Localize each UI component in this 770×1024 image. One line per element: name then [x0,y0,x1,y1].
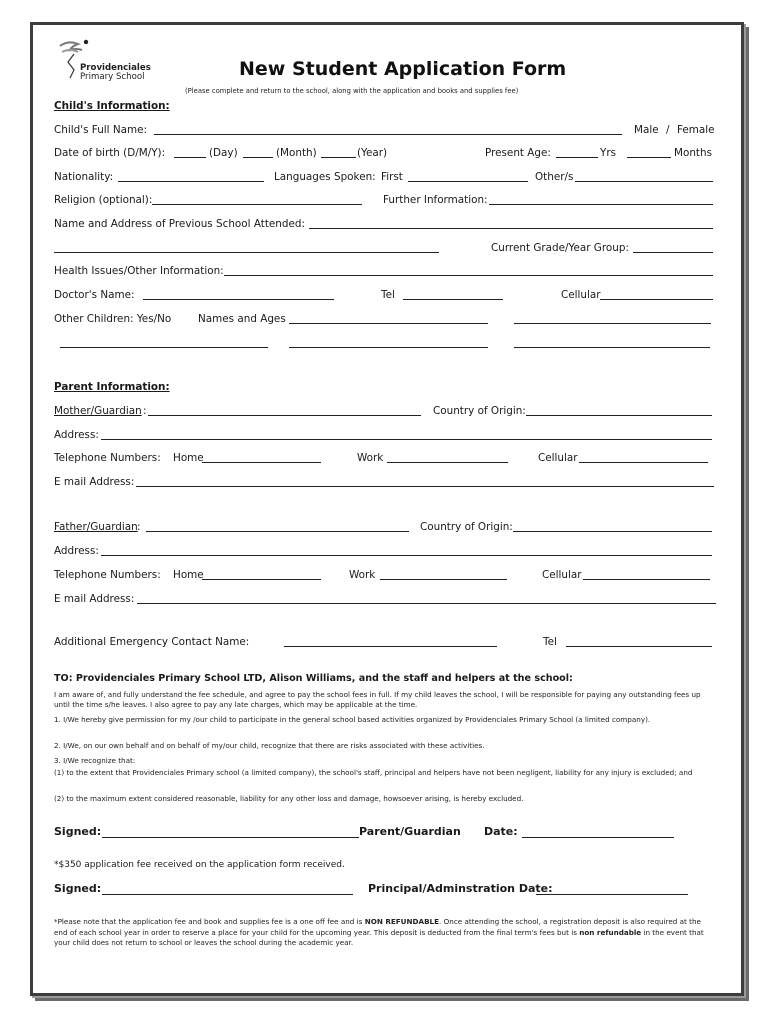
dob-month-label: (Month) [276,147,317,159]
dob-year-field[interactable] [321,157,356,158]
names-ages-field-4[interactable] [289,347,488,348]
female-option[interactable]: Female [677,124,715,136]
mother-address-field[interactable] [101,439,712,440]
parent-guardian-label: Parent/Guardian [359,825,461,838]
father-work-field[interactable] [380,579,507,580]
mother-address-label: Address: [54,429,99,441]
religion-label: Religion (optional): [54,194,153,206]
logo-line1: Providenciales [80,63,151,73]
father-home-field[interactable] [202,579,321,580]
legal-item-3: 3. I/We recognize that: [54,756,136,765]
principal-signature-field[interactable] [102,894,353,895]
first-language-field[interactable] [408,181,528,182]
mother-email-field[interactable] [136,486,714,487]
names-ages-label: Names and Ages [198,313,286,325]
emergency-contact-field[interactable] [284,646,497,647]
emergency-contact-label: Additional Emergency Contact Name: [54,636,250,648]
further-info-field[interactable] [489,204,713,205]
father-email-label: E mail Address: [54,593,135,605]
names-ages-field-3[interactable] [60,347,268,348]
legal-fee-paragraph: I am aware of, and fully understand the fee schedule, and agree to pay the school fees in full. If my child leaves the school, I will be responsible for paying any outstanding fees up until the time s/he leaves. I also agree to pay any late charges, which may be applicable at the time. [54,690,701,710]
doctor-tel-label: Tel [381,289,395,301]
previous-school-field[interactable] [309,228,713,229]
principal-signed-label: Signed: [54,882,102,895]
nationality-field[interactable] [118,181,264,182]
health-label: Health Issues/Other Information: [54,265,224,277]
father-cellular-field[interactable] [583,579,710,580]
dob-label: Date of birth (D/M/Y): [54,147,166,159]
doctor-name-field[interactable] [143,299,334,300]
father-cellular-label: Cellular [542,569,582,581]
child-full-name-label: Child's Full Name: [54,124,148,136]
current-grade-label: Current Grade/Year Group: [491,242,629,254]
father-country-label: Country of Origin: [420,521,513,533]
mother-home-field[interactable] [202,462,321,463]
form-subtitle: (Please complete and return to the school, along with the application and books and supplies fee) [185,87,519,95]
other-languages-field[interactable] [575,181,713,182]
legal-heading: TO: Providenciales Primary School LTD, Alison Williams, and the staff and helpers at the school: [54,673,573,684]
form-frame [30,22,744,996]
religion-field[interactable] [152,204,362,205]
father-address-field[interactable] [101,555,712,556]
parent-signature-field[interactable] [102,837,359,838]
age-years-label: Yrs [600,147,617,159]
previous-school-label: Name and Address of Previous School Attended: [54,218,305,230]
parent-info-heading: Parent Information: [54,381,170,393]
age-years-field[interactable] [556,157,598,158]
form-title: New Student Application Form [239,58,567,80]
mother-work-label: Work [357,452,384,464]
principal-date-label: Principal/Adminstration Date: [368,882,553,895]
principal-date-field[interactable] [536,894,688,895]
names-ages-field-5[interactable] [514,347,710,348]
dob-year-label: (Year) [357,147,388,159]
nationality-label: Nationality: [54,171,114,183]
footnote-text-a: *Please note that the application fee and book and supplies fee is a one off fee and is [54,917,365,926]
present-age-label: Present Age: [485,147,551,159]
footnote-text-e: in the event that your child does not return to school or leaves the school during the academic year. [54,927,704,948]
mother-home-label: Home [173,452,204,464]
refund-footnote [54,917,716,949]
other-languages-label: Other/s [535,171,574,183]
dob-month-field[interactable] [243,157,273,158]
father-name-field[interactable] [146,531,409,532]
doctor-tel-field[interactable] [403,299,503,300]
signed-label: Signed: [54,825,102,838]
mother-telephone-label: Telephone Numbers: [54,452,161,464]
child-full-name-field[interactable] [154,134,622,135]
father-address-label: Address: [54,545,99,557]
father-work-label: Work [349,569,376,581]
mother-guardian-label: Mother/Guardian [54,405,142,417]
father-country-field[interactable] [513,531,712,532]
father-guardian-label: Father/Guardian [54,521,138,533]
names-ages-field-2[interactable] [514,323,711,324]
health-field[interactable] [224,275,713,276]
doctor-cellular-label: Cellular [561,289,601,301]
parent-date-field[interactable] [522,837,674,838]
emergency-tel-field[interactable] [566,646,712,647]
age-months-label: Months [674,147,712,159]
father-email-field[interactable] [137,603,716,604]
mother-country-field[interactable] [526,415,712,416]
languages-label: Languages Spoken: [274,171,376,183]
dob-day-field[interactable] [174,157,206,158]
first-language-label: First [381,171,403,183]
legal-subitem-2: (2) to the maximum extent considered reasonable, liability for any other loss and damage, howsoever arising, is hereby excluded. [54,794,524,803]
further-info-label: Further Information: [383,194,488,206]
doctor-name-label: Doctor's Name: [54,289,135,301]
names-ages-field-1[interactable] [289,323,488,324]
mother-colon: : [143,405,147,417]
footnote-non-refundable: NON REFUNDABLE [364,917,440,926]
mother-name-field[interactable] [148,415,421,416]
mother-email-label: E mail Address: [54,476,135,488]
footnote-non-refundable-2: non refundable [579,927,642,937]
parent-date-label: Date: [484,825,518,838]
dob-day-label: (Day) [209,147,238,159]
other-children-label: Other Children: Yes/No [54,313,172,325]
fee-received-note: *$350 application fee received on the application form received. [54,860,345,870]
legal-subitem-1: (1) to the extent that Providenciales Primary school (a limited company), the school's staff, principal and helpers have not been negligent, liability for any injury is excluded; and [54,768,693,777]
legal-item-1: 1. I/We hereby give permission for my /our child to participate in the general school based activities organized by Providenciales Primary School (a limited company). [54,715,651,724]
doctor-cellular-field[interactable] [600,299,713,300]
emergency-tel-label: Tel [543,636,557,648]
mother-work-field[interactable] [387,462,508,463]
previous-school-field-line2[interactable] [54,252,439,253]
father-telephone-label: Telephone Numbers: [54,569,161,581]
mother-cellular-field[interactable] [579,462,708,463]
logo-line2: Primary School [80,72,145,82]
age-months-field[interactable] [627,157,671,158]
current-grade-field[interactable] [633,252,713,253]
mother-cellular-label: Cellular [538,452,578,464]
legal-item-2: 2. I/We, on our own behalf and on behalf of my/our child, recognize that there are risks associated with these activities. [54,741,485,750]
father-home-label: Home [173,569,204,581]
mother-country-label: Country of Origin: [433,405,526,417]
male-option[interactable]: Male [634,124,659,136]
father-colon: : [137,521,141,533]
child-info-heading: Child's Information: [54,100,170,112]
gender-separator: / [666,124,670,136]
footnote-text-c: . Once attending the school, a registration deposit is also required at the end of each school year in order to reserve a place for your child for the upcoming year. This deposit is deducted from the final term's fees but is [54,917,701,937]
